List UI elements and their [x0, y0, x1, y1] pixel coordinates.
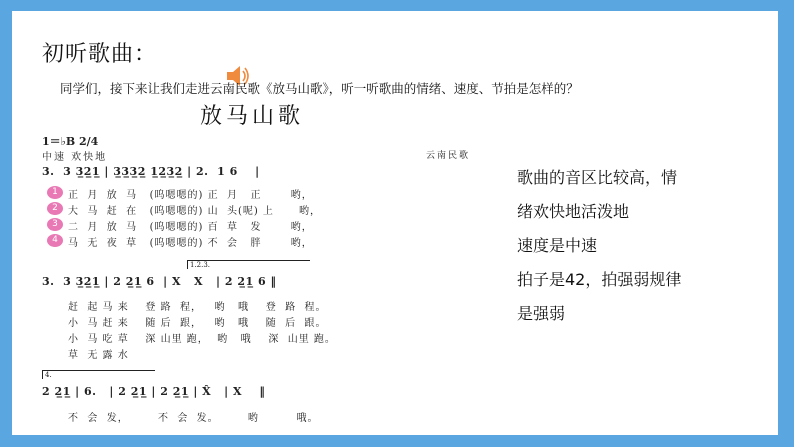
tempo-marking: 中速 欢快地 — [42, 152, 108, 163]
intro-text: 同学们，接下来让我们走进云南民歌《放马山歌》，听一听歌曲的情绪、速度、节拍是怎样的？ — [60, 81, 579, 96]
notation-line-2: 3. 3 3̲2̲1̲ | 2 2̲1̲ 6 | X X | 2 2̲1̲ 6 ‖ — [42, 275, 277, 288]
answer-line: 速度是中速 — [517, 236, 598, 255]
verse-number-badge: 2 — [47, 202, 63, 215]
lyric-line: 小 马 赶 来 随 后 跟， 哟 哦 随 后 跟。 — [68, 318, 327, 329]
verse-number-badge: 3 — [47, 218, 63, 231]
lyric-line: 大 马 赶 在 (呜嗯嗯的) 山 头(呢) 上 哟， — [68, 206, 322, 217]
lyric-line: 二 月 放 马 (呜嗯嗯的) 百 草 发 哟， — [68, 222, 313, 233]
notation-line-1: 3. 3 3̲2̲1̲ | 3̲3̲3̲2̲ 1̲2̲3̲2̲ | 2. 1 6 | — [42, 165, 260, 178]
lyric-line: 不 会 发， 不 会 发。 哟 哦。 — [68, 413, 319, 424]
volta-bracket: 4. — [42, 370, 155, 379]
answer-line: 是强弱 — [517, 304, 566, 323]
lyric-line: 草 无 露 水 — [68, 350, 129, 361]
music-score — [42, 131, 492, 435]
lyric-line: 小 马 吃 草 深 山里 跑， 哟 哦 深 山里 跑。 — [68, 334, 336, 345]
lyric-line: 赶 起 马 来 登 路 程， 哟 哦 登 路 程。 — [68, 302, 327, 313]
slide — [12, 11, 778, 435]
answer-line: 歌曲的音区比较高，情 — [517, 168, 678, 187]
verse-number-badge: 1 — [47, 186, 63, 199]
volta-bracket: 1.2.3. — [187, 260, 310, 269]
song-title: 放马山歌 — [200, 104, 305, 129]
answer-notes — [517, 161, 681, 331]
lyric-line: 正 月 放 马 (呜嗯嗯的) 正 月 正 哟， — [68, 190, 313, 201]
song-origin: 云南民歌 — [426, 151, 471, 161]
answer-line: 拍子是42，拍强弱规律 — [517, 270, 682, 289]
verse-number-badge: 4 — [47, 234, 63, 247]
key-signature: 1＝♭B 2/4 — [42, 135, 99, 148]
lyric-line: 马 无 夜 草 (呜嗯嗯的) 不 会 胖 哟， — [68, 238, 313, 249]
slide-title: 初听歌曲： — [42, 42, 158, 67]
notation-line-3: 2 2̲1̲ | 6. | 2 2̲1̲ | 2 2̲1̲ | X̂ | X ‖ — [42, 385, 266, 398]
answer-line: 绪欢快地活泼地 — [517, 202, 630, 221]
